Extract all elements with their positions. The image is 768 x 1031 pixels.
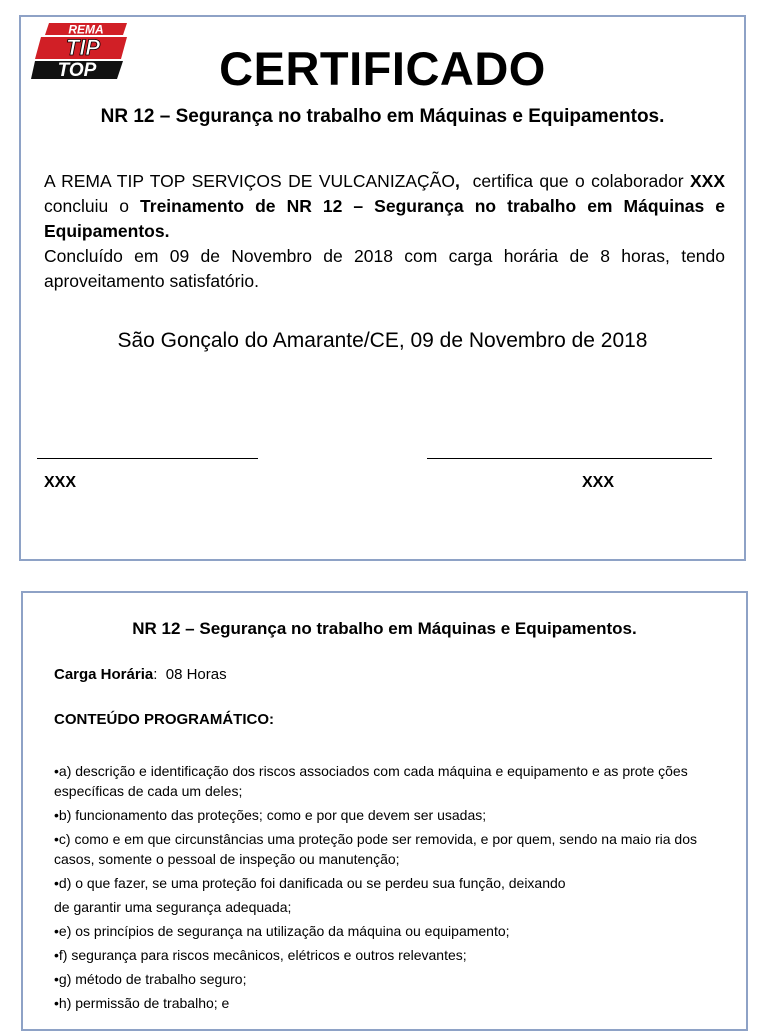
certificate-subtitle: NR 12 – Segurança no trabalho em Máquinas e Equipamentos. (100, 106, 665, 127)
certificate-card (19, 15, 746, 561)
workload-value: : 08 Horas (153, 666, 227, 683)
program-card (21, 591, 748, 1031)
logo-tip-text: TIP (65, 35, 101, 60)
list-item: •d) o que fazer, se uma proteção foi danificada ou se perdeu sua função, deixando (54, 875, 566, 891)
content-list (54, 761, 729, 1017)
certificate-title: CERTIFICADO (219, 42, 546, 95)
list-item: •b) funcionamento das proteções; como e por que devem ser usadas; (54, 807, 487, 823)
completion-text: Concluído em 09 de Novembro de 2018 com carga horária de 8 horas, tendo aproveitamento satisfatório. (44, 246, 725, 291)
list-item: •c) como e em que circunstâncias uma proteção pode ser removida, e por quem, sendo na maio ria dos casos, somente o pessoal de inspeção ou manutenção; (54, 831, 698, 867)
list-item: •g) método de trabalho seguro; (54, 971, 247, 987)
workload (54, 666, 227, 683)
certificate-statement (44, 169, 735, 244)
list-item: •h) permissão de trabalho; e (54, 995, 230, 1011)
content-heading: CONTEÚDO PROGRAMÁTICO: (54, 711, 274, 728)
collaborator-name: XXX (689, 171, 725, 191)
signature-line-left (37, 458, 258, 459)
signature-name-left: XXX (44, 474, 77, 491)
certifies-text: certifica que o colaborador (459, 171, 690, 191)
workload-label: Carga Horária (54, 666, 154, 683)
training-name: Treinamento de NR 12 – Segurança no trabalho em Máquinas e Equipamentos. (44, 196, 725, 241)
list-item: •e) os princípios de segurança na utilização da máquina ou equipamento; (54, 923, 510, 939)
logo-rema-text: REMA (68, 22, 104, 37)
list-item: de garantir uma segurança adequada; (54, 899, 292, 915)
logo-top-text: TOP (57, 60, 97, 81)
comma: , (454, 171, 460, 191)
list-item: •f) segurança para riscos mecânicos, elétricos e outros relevantes; (54, 947, 467, 963)
program-title: NR 12 – Segurança no trabalho em Máquinas e Equipamentos. (132, 619, 637, 638)
company-name: A REMA TIP TOP SERVIÇOS DE VULCANIZAÇÃO (44, 171, 455, 191)
signature-line-right (427, 458, 712, 459)
certificate-body (44, 169, 735, 294)
signature-name-right: XXX (582, 474, 615, 491)
place-and-date: São Gonçalo do Amarante/CE, 09 de Novembro de 2018 (117, 329, 648, 352)
list-item: •a) descrição e identificação dos riscos associados com cada máquina e equipamento e as prote ções específicas de cada um deles; (54, 763, 688, 799)
concluded-text: concluiu o (44, 171, 735, 216)
